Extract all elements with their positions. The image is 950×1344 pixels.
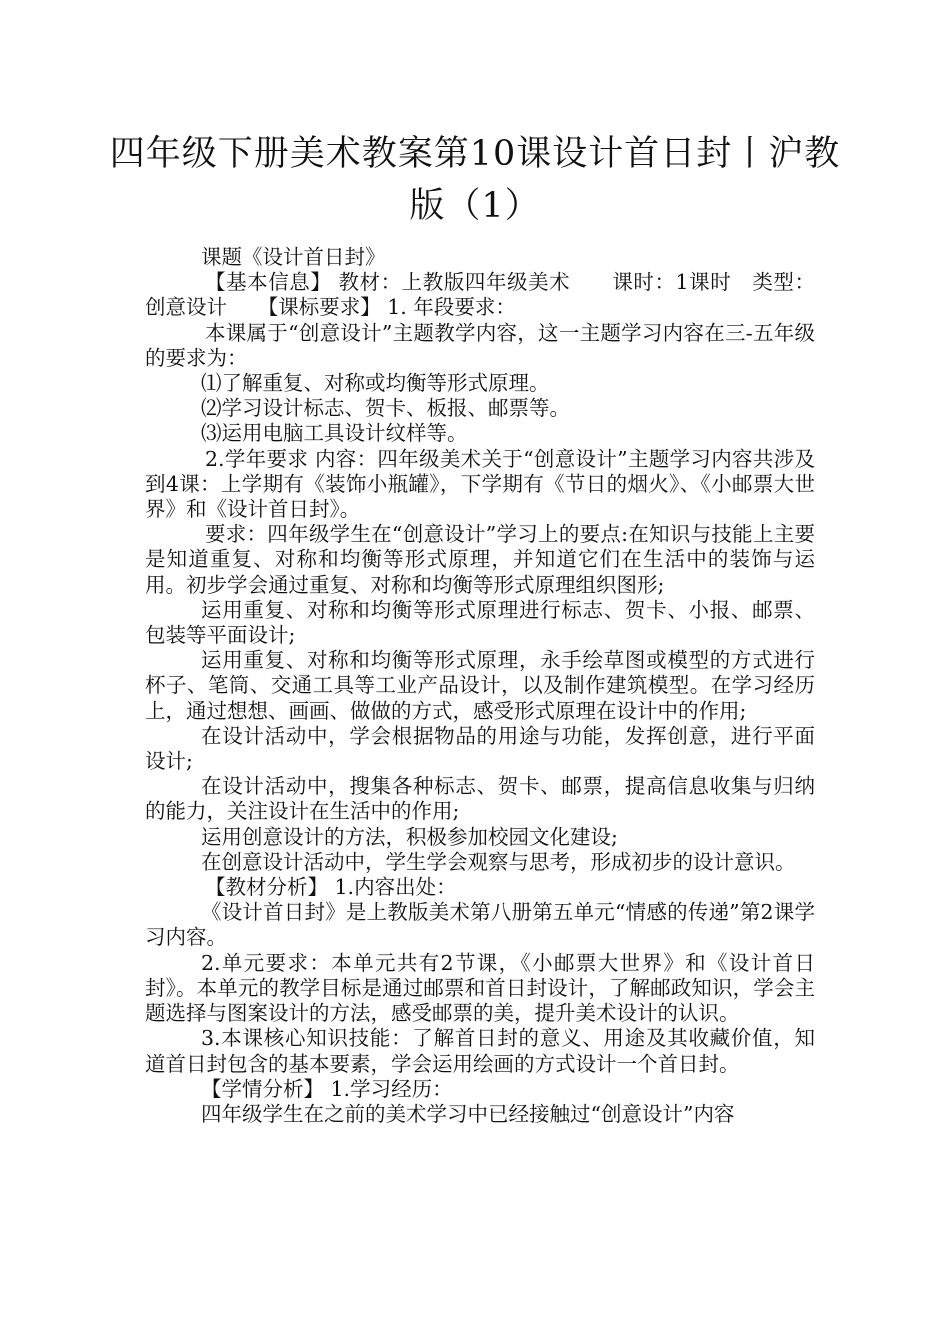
paragraph-requirement-1: ⑴了解重复、对称或均衡等形式原理。 bbox=[201, 371, 550, 396]
paragraph-lesson-topic: 课题《设计首日封》 bbox=[201, 245, 386, 269]
paragraph-student-analysis: 【学情分析】 1.学习经历： bbox=[201, 1076, 453, 1101]
paragraph-design-awareness: 在创意设计活动中，学生学会观察与思考，形成初步的设计意识。 bbox=[201, 849, 796, 874]
paragraph-requirement-3: ⑶运用电脑工具设计纹样等。 bbox=[201, 421, 468, 446]
paragraph-textbook-analysis: 【教材分析】 1.内容出处： bbox=[205, 875, 457, 900]
document-body bbox=[145, 245, 815, 1127]
paragraph-key-points: 要求：四年级学生在“创意设计”学习上的要点:在知识与技能上主要是知道重复、对称和均衡等形式原理，并知道它们在生活中的装饰与运用。初步学会通过重复、对称和均衡等形式原理组织图形; bbox=[145, 522, 815, 597]
paragraph-learning-experience: 四年级学生在之前的美术学习中已经接触过“创意设计”内容 bbox=[201, 1101, 735, 1126]
paragraph-requirement-2: ⑵学习设计标志、贺卡、板报、邮票等。 bbox=[201, 396, 570, 421]
document-title: 四年级下册美术教案第10课设计首日封丨沪教版（1） bbox=[109, 134, 841, 226]
paragraph-core-skills: 3.本课核心知识技能：了解首日封的意义、用途及其收藏价值，知道首日封包含的基本要素，学会运用绘画的方式设计一个首日封。 bbox=[145, 1026, 815, 1076]
paragraph-year-requirement: 2.学年要求 内容：四年级美术关于“创意设计”主题学习内容共涉及到4课：上学期有《装饰小瓶罐》，下学期有《节日的烟火》、《小邮票大世界》和《设计首日封》。 bbox=[145, 446, 815, 522]
paragraph-campus-culture: 运用创意设计的方法，积极参加校园文化建设; bbox=[201, 824, 618, 849]
paragraph-basic-info: 【基本信息】 教材：上教版四年级美术 课时：1课时 类型：创意设计 【课标要求】 1. 年段要求： bbox=[145, 270, 815, 320]
paragraph-unit-requirement: 2.单元要求：本单元共有2节课，《小邮票大世界》和《设计首日封》。本单元的教学目标是通过邮票和首日封设计，了解邮政知识，学会主题选择与图案设计的方法，感受邮票的美，提升美术设计的认识。 bbox=[145, 950, 815, 1026]
paragraph-design-activity-1: 在设计活动中，学会根据物品的用途与功能，发挥创意，进行平面设计; bbox=[145, 723, 815, 774]
paragraph-content-source: 《设计首日封》是上教版美术第八册第五单元“情感的传递”第2课学习内容。 bbox=[145, 900, 815, 950]
paragraph-graphic-design: 运用重复、对称和均衡等形式原理进行标志、贺卡、小报、邮票、包装等平面设计; bbox=[145, 597, 815, 648]
paragraph-design-activity-2: 在设计活动中，搜集各种标志、贺卡、邮票，提高信息收集与归纳的能力，关注设计在生活中的作用; bbox=[145, 774, 815, 824]
paragraph-theme-intro: 本课属于“创意设计”主题教学内容，这一主题学习内容在三-五年级的要求为： bbox=[145, 320, 815, 370]
paragraph-product-design: 运用重复、对称和均衡等形式原理，永手绘草图或模型的方式进行杯子、笔筒、交通工具等工业产品设计，以及制作建筑模型。在学习经历上，通过想想、画画、做做的方式，感受形式原理在设计中的作用; bbox=[145, 648, 815, 723]
